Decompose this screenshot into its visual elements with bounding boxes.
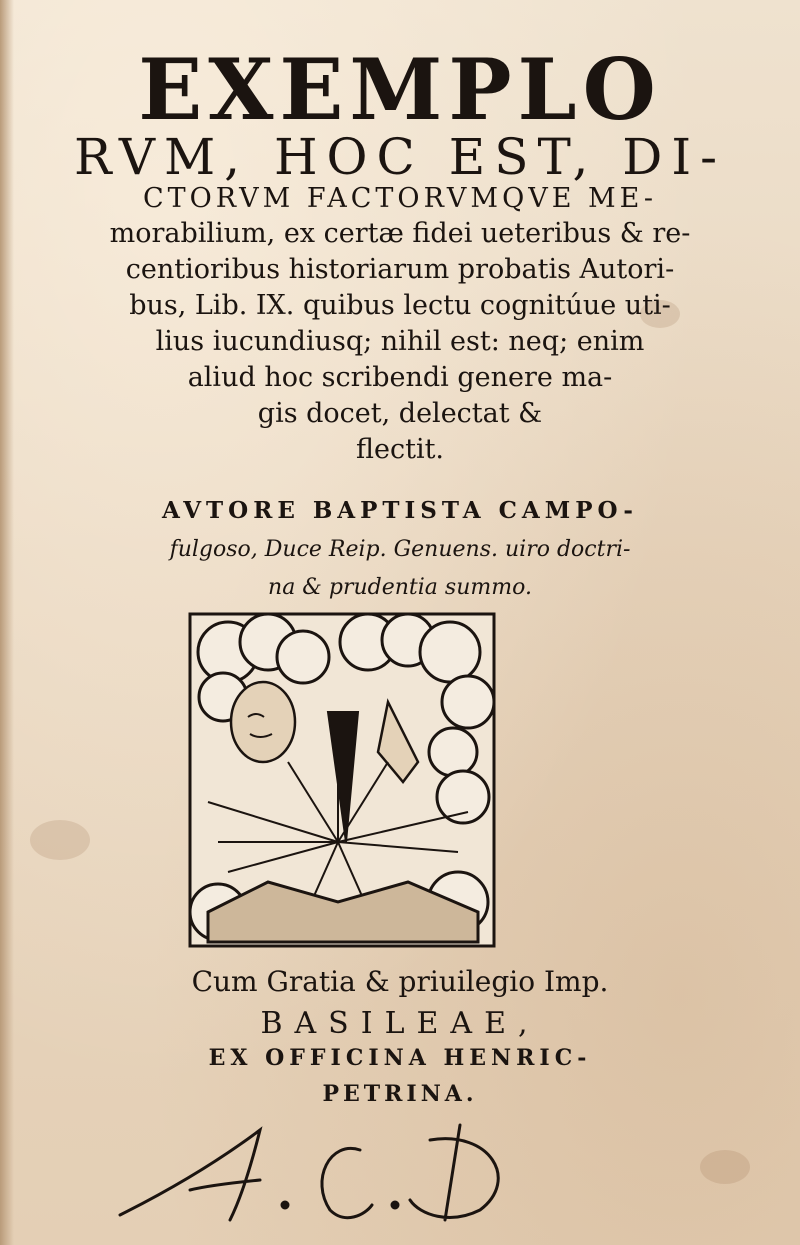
author-description: fulgoso, Duce Reip. Genuens. uiro doctri- bbox=[169, 537, 631, 562]
imprint-printer-2: PETRINA. bbox=[322, 1081, 478, 1107]
body-line: morabilium, ex certæ fidei ueteribus & re- bbox=[109, 218, 691, 249]
body-line: centioribus historiarum probatis Autori- bbox=[125, 254, 675, 285]
imprint-city: BASILEAE, bbox=[260, 1006, 540, 1041]
foxing-stain bbox=[700, 1150, 750, 1184]
body-line: flectit. bbox=[355, 434, 445, 465]
author-line: AVTORE BAPTISTA CAMPO- bbox=[162, 497, 638, 524]
woodcut-illustration bbox=[188, 612, 496, 948]
body-line: bus, Lib. IX. quibus lectu cognitúue uti- bbox=[129, 290, 671, 321]
body-line: gis docet, delectat & bbox=[257, 398, 543, 429]
title-line-2: RVM, HOC EST, DI- bbox=[74, 128, 726, 186]
foxing-stain bbox=[30, 820, 90, 860]
title-line-3: CTORVM FACTORVMQVE ME- bbox=[142, 183, 657, 214]
author-description: na & prudentia summo. bbox=[268, 575, 532, 600]
privilege-line: Cum Gratia & priuilegio Imp. bbox=[191, 965, 609, 998]
body-line: lius iucundiusq; nihil est: neq; enim bbox=[155, 326, 645, 357]
title-line-1: EXEMPLO bbox=[138, 40, 662, 139]
handwritten-signature bbox=[110, 1120, 540, 1230]
imprint-printer: EX OFFICINA HENRIC- bbox=[208, 1045, 592, 1071]
body-line: aliud hoc scribendi genere ma- bbox=[187, 362, 613, 393]
